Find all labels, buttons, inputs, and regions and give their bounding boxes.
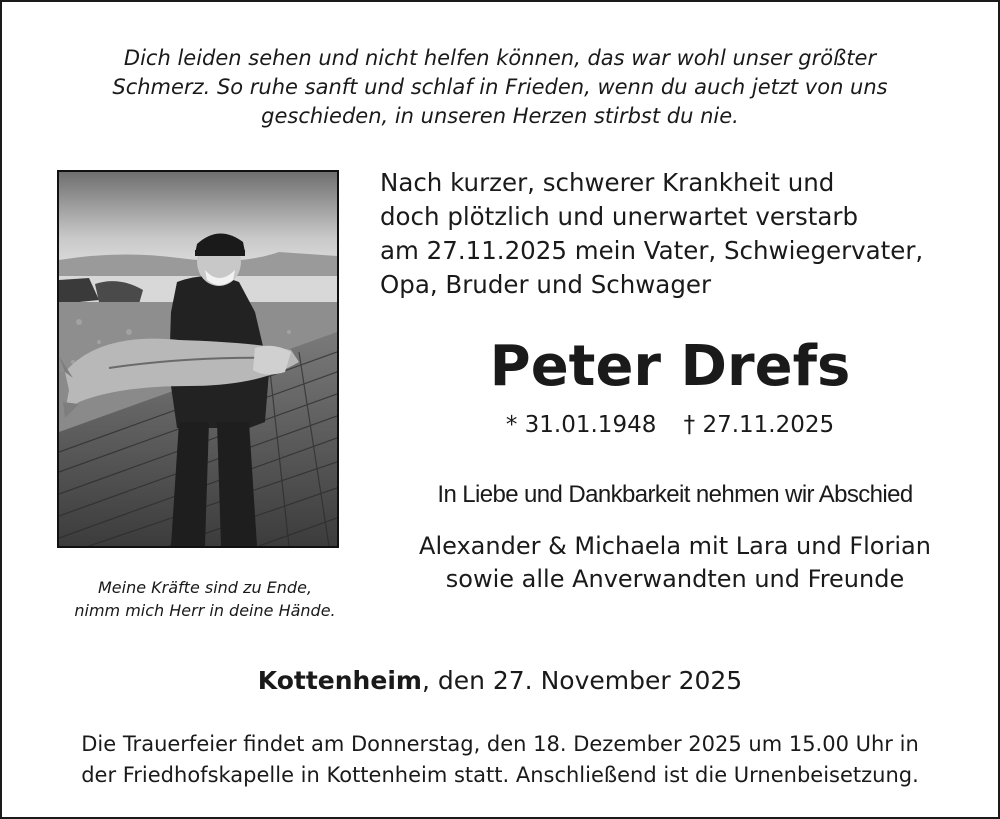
poem-line: Schmerz. So ruhe sanft und schlaf in Frieden, wenn du auch jetzt von uns xyxy=(112,75,888,99)
poem-line: Dich leiden sehen und nicht helfen können, das war wohl unser größter xyxy=(123,46,877,70)
announcement-line: am 27.11.2025 mein Vater, Schwiegervater, xyxy=(380,236,924,265)
caption-line: nimm mich Herr in deine Hände. xyxy=(74,601,336,620)
town: Kottenheim xyxy=(257,666,422,695)
death-date: † 27.11.2025 xyxy=(683,412,835,438)
place-and-date xyxy=(0,664,1000,698)
announcement-line: Opa, Bruder und Schwager xyxy=(380,270,712,299)
service-line: Die Trauerfeier findet am Donnerstag, den 18. Dezember 2025 um 15.00 Uhr in xyxy=(81,732,919,756)
portrait-photo xyxy=(57,170,339,548)
funeral-service-info xyxy=(10,729,990,791)
mourners-line: Alexander & Michaela mit Lara und Florian xyxy=(419,532,931,560)
photo-caption xyxy=(40,576,370,622)
announcement-line: doch plötzlich und unerwartet verstarb xyxy=(380,202,858,231)
poem xyxy=(40,44,960,131)
poem-line: geschieden, in unseren Herzen stirbst du nie. xyxy=(261,104,739,128)
notice-date: , den 27. November 2025 xyxy=(421,666,743,695)
deceased-name: Peter Drefs xyxy=(489,334,851,399)
death-announcement xyxy=(380,166,980,302)
mourners-line: sowie alle Anverwandten und Freunde xyxy=(445,565,905,593)
mourners xyxy=(360,530,990,596)
farewell-line: In Liebe und Dankbarkeit nehmen wir Abschied xyxy=(437,481,913,508)
announcement-line: Nach kurzer, schwerer Krankheit und xyxy=(380,168,835,197)
photo-illustration xyxy=(59,172,337,546)
service-line: der Friedhofskapelle in Kottenheim statt. Anschließend ist die Urnenbeisetzung. xyxy=(81,763,919,787)
birth-date: * 31.01.1948 xyxy=(505,412,657,438)
life-dates xyxy=(490,408,850,442)
caption-line: Meine Kräfte sind zu Ende, xyxy=(98,578,312,597)
